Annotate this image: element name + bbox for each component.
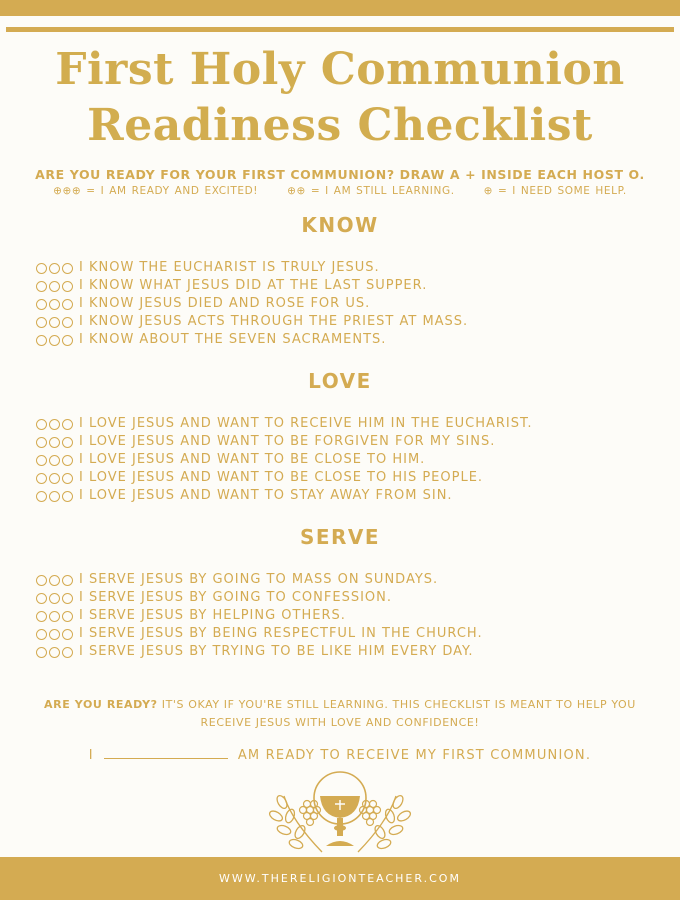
- host-circle-icon[interactable]: [49, 263, 60, 274]
- item-text: I SERVE JESUS BY BEING RESPECTFUL IN THE CHURCH.: [79, 626, 483, 641]
- title-line-1: First Holy Communion: [55, 44, 625, 95]
- checklist-item: [36, 331, 656, 349]
- item-text: I SERVE JESUS BY GOING TO MASS ON SUNDAYS.: [79, 572, 439, 587]
- legend-text-learning: = I AM STILL LEARNING.: [310, 185, 455, 197]
- host-circle-icon[interactable]: [36, 455, 47, 466]
- checklist-item: [36, 415, 656, 433]
- host-circles[interactable]: [36, 317, 73, 328]
- host-circle-icon[interactable]: [49, 281, 60, 292]
- footer-website[interactable]: WWW.THERELIGIONTEACHER.COM: [219, 872, 461, 885]
- checklist-item: [36, 433, 656, 451]
- ready-text: IT'S OKAY IF YOU'RE STILL LEARNING. THIS CHECKLIST IS MEANT TO HELP YOU RECEIVE JESUS WITH LOVE AND CONFIDENCE!: [161, 698, 636, 729]
- host-circle-icon[interactable]: [62, 473, 73, 484]
- host-circle-icon[interactable]: [36, 437, 47, 448]
- ready-heading: ARE YOU READY?: [44, 698, 158, 711]
- title-line-2: Readiness Checklist: [87, 100, 593, 151]
- legend-symbol-2: ⊕⊕: [287, 185, 306, 197]
- item-text: I KNOW JESUS ACTS THROUGH THE PRIEST AT MASS.: [79, 314, 469, 329]
- host-circle-icon[interactable]: [36, 335, 47, 346]
- host-circle-icon[interactable]: [62, 455, 73, 466]
- host-circle-icon[interactable]: [49, 611, 60, 622]
- sign-prefix: I: [88, 748, 94, 763]
- host-circles[interactable]: [36, 263, 73, 274]
- host-circles[interactable]: [36, 593, 73, 604]
- item-text: I LOVE JESUS AND WANT TO BE CLOSE TO HIS PEOPLE.: [79, 470, 484, 485]
- item-text: I KNOW ABOUT THE SEVEN SACRAMENTS.: [79, 332, 387, 347]
- checklist-item: [36, 625, 656, 643]
- host-circle-icon[interactable]: [36, 593, 47, 604]
- host-circles[interactable]: [36, 575, 73, 586]
- top-band: [0, 0, 680, 16]
- item-text: I LOVE JESUS AND WANT TO BE CLOSE TO HIM.: [79, 452, 426, 467]
- host-circle-icon[interactable]: [36, 299, 47, 310]
- host-circle-icon[interactable]: [36, 317, 47, 328]
- checklist-item: [36, 487, 656, 505]
- host-circle-icon[interactable]: [36, 647, 47, 658]
- host-circle-icon[interactable]: [62, 263, 73, 274]
- know-list: [36, 259, 656, 349]
- checklist-item: [36, 571, 656, 589]
- host-circles[interactable]: [36, 299, 73, 310]
- host-circle-icon[interactable]: [49, 437, 60, 448]
- host-circles[interactable]: [36, 437, 73, 448]
- page-title: [0, 42, 680, 154]
- item-text: I SERVE JESUS BY GOING TO CONFESSION.: [79, 590, 393, 605]
- intro-instructions: ARE YOU READY FOR YOUR FIRST COMMUNION? DRAW A + INSIDE EACH HOST O.: [35, 167, 645, 182]
- section-title-know: KNOW: [301, 213, 379, 237]
- item-text: I SERVE JESUS BY TRYING TO BE LIKE HIM EVERY DAY.: [79, 644, 474, 659]
- host-circle-icon[interactable]: [49, 317, 60, 328]
- host-circles[interactable]: [36, 281, 73, 292]
- host-circle-icon[interactable]: [36, 629, 47, 640]
- host-circle-icon[interactable]: [36, 473, 47, 484]
- legend-symbol-1: ⊕: [483, 185, 493, 197]
- host-circle-icon[interactable]: [62, 647, 73, 658]
- chalice-wheat-icon: [262, 766, 418, 860]
- checklist-item: [36, 469, 656, 487]
- section-title-serve: SERVE: [299, 525, 381, 549]
- signature-line: [0, 746, 680, 763]
- host-circles[interactable]: [36, 455, 73, 466]
- host-circle-icon[interactable]: [49, 593, 60, 604]
- checklist-item: [36, 313, 656, 331]
- top-divider: [6, 27, 674, 32]
- item-text: I LOVE JESUS AND WANT TO RECEIVE HIM IN THE EUCHARIST.: [79, 416, 533, 431]
- host-circles[interactable]: [36, 473, 73, 484]
- item-text: I SERVE JESUS BY HELPING OTHERS.: [79, 608, 346, 623]
- checklist-item: [36, 277, 656, 295]
- host-circles[interactable]: [36, 629, 73, 640]
- host-circle-icon[interactable]: [36, 611, 47, 622]
- host-circle-icon[interactable]: [62, 317, 73, 328]
- host-circle-icon[interactable]: [62, 629, 73, 640]
- legend-ready: [53, 185, 258, 197]
- legend-learning: [287, 185, 455, 197]
- item-text: I LOVE JESUS AND WANT TO STAY AWAY FROM SIN.: [79, 488, 453, 503]
- sign-suffix: AM READY TO RECEIVE MY FIRST COMMUNION.: [237, 748, 592, 763]
- legend-symbol-3: ⊕⊕⊕: [53, 185, 82, 197]
- host-circle-icon[interactable]: [62, 593, 73, 604]
- host-circle-icon[interactable]: [49, 473, 60, 484]
- host-circle-icon[interactable]: [49, 647, 60, 658]
- host-circle-icon[interactable]: [36, 263, 47, 274]
- host-circle-icon[interactable]: [36, 281, 47, 292]
- section-title-love: LOVE: [308, 369, 372, 393]
- host-circle-icon[interactable]: [62, 299, 73, 310]
- checklist-item: [36, 259, 656, 277]
- ready-message: [30, 696, 650, 732]
- host-circle-icon[interactable]: [62, 491, 73, 502]
- host-circle-icon[interactable]: [62, 575, 73, 586]
- host-circles[interactable]: [36, 335, 73, 346]
- host-circle-icon[interactable]: [62, 437, 73, 448]
- item-text: I LOVE JESUS AND WANT TO BE FORGIVEN FOR MY SINS.: [79, 434, 496, 449]
- checklist-item: [36, 607, 656, 625]
- host-circle-icon[interactable]: [49, 491, 60, 502]
- checklist-item: [36, 643, 656, 661]
- legend: [0, 185, 680, 197]
- checklist-item: [36, 295, 656, 313]
- host-circles[interactable]: [36, 611, 73, 622]
- love-list: [36, 415, 656, 505]
- host-circles[interactable]: [36, 647, 73, 658]
- host-circle-icon[interactable]: [36, 575, 47, 586]
- host-circle-icon[interactable]: [49, 629, 60, 640]
- host-circle-icon[interactable]: [49, 419, 60, 430]
- host-circle-icon[interactable]: [36, 419, 47, 430]
- checklist-item: [36, 589, 656, 607]
- host-circles[interactable]: [36, 491, 73, 502]
- host-circle-icon[interactable]: [49, 455, 60, 466]
- name-blank[interactable]: [104, 746, 228, 759]
- item-text: I KNOW WHAT JESUS DID AT THE LAST SUPPER.: [79, 278, 428, 293]
- legend-text-help: = I NEED SOME HELP.: [497, 185, 627, 197]
- legend-text-ready: = I AM READY AND EXCITED!: [86, 185, 259, 197]
- serve-list: [36, 571, 656, 661]
- host-circle-icon[interactable]: [49, 299, 60, 310]
- host-circles[interactable]: [36, 419, 73, 430]
- host-circle-icon[interactable]: [62, 335, 73, 346]
- checklist-item: [36, 451, 656, 469]
- host-circle-icon[interactable]: [62, 419, 73, 430]
- host-circle-icon[interactable]: [49, 335, 60, 346]
- host-circle-icon[interactable]: [62, 281, 73, 292]
- item-text: I KNOW THE EUCHARIST IS TRULY JESUS.: [79, 260, 380, 275]
- host-circle-icon[interactable]: [62, 611, 73, 622]
- host-circle-icon[interactable]: [36, 491, 47, 502]
- legend-help: [484, 185, 627, 197]
- item-text: I KNOW JESUS DIED AND ROSE FOR US.: [79, 296, 371, 311]
- host-circle-icon[interactable]: [49, 575, 60, 586]
